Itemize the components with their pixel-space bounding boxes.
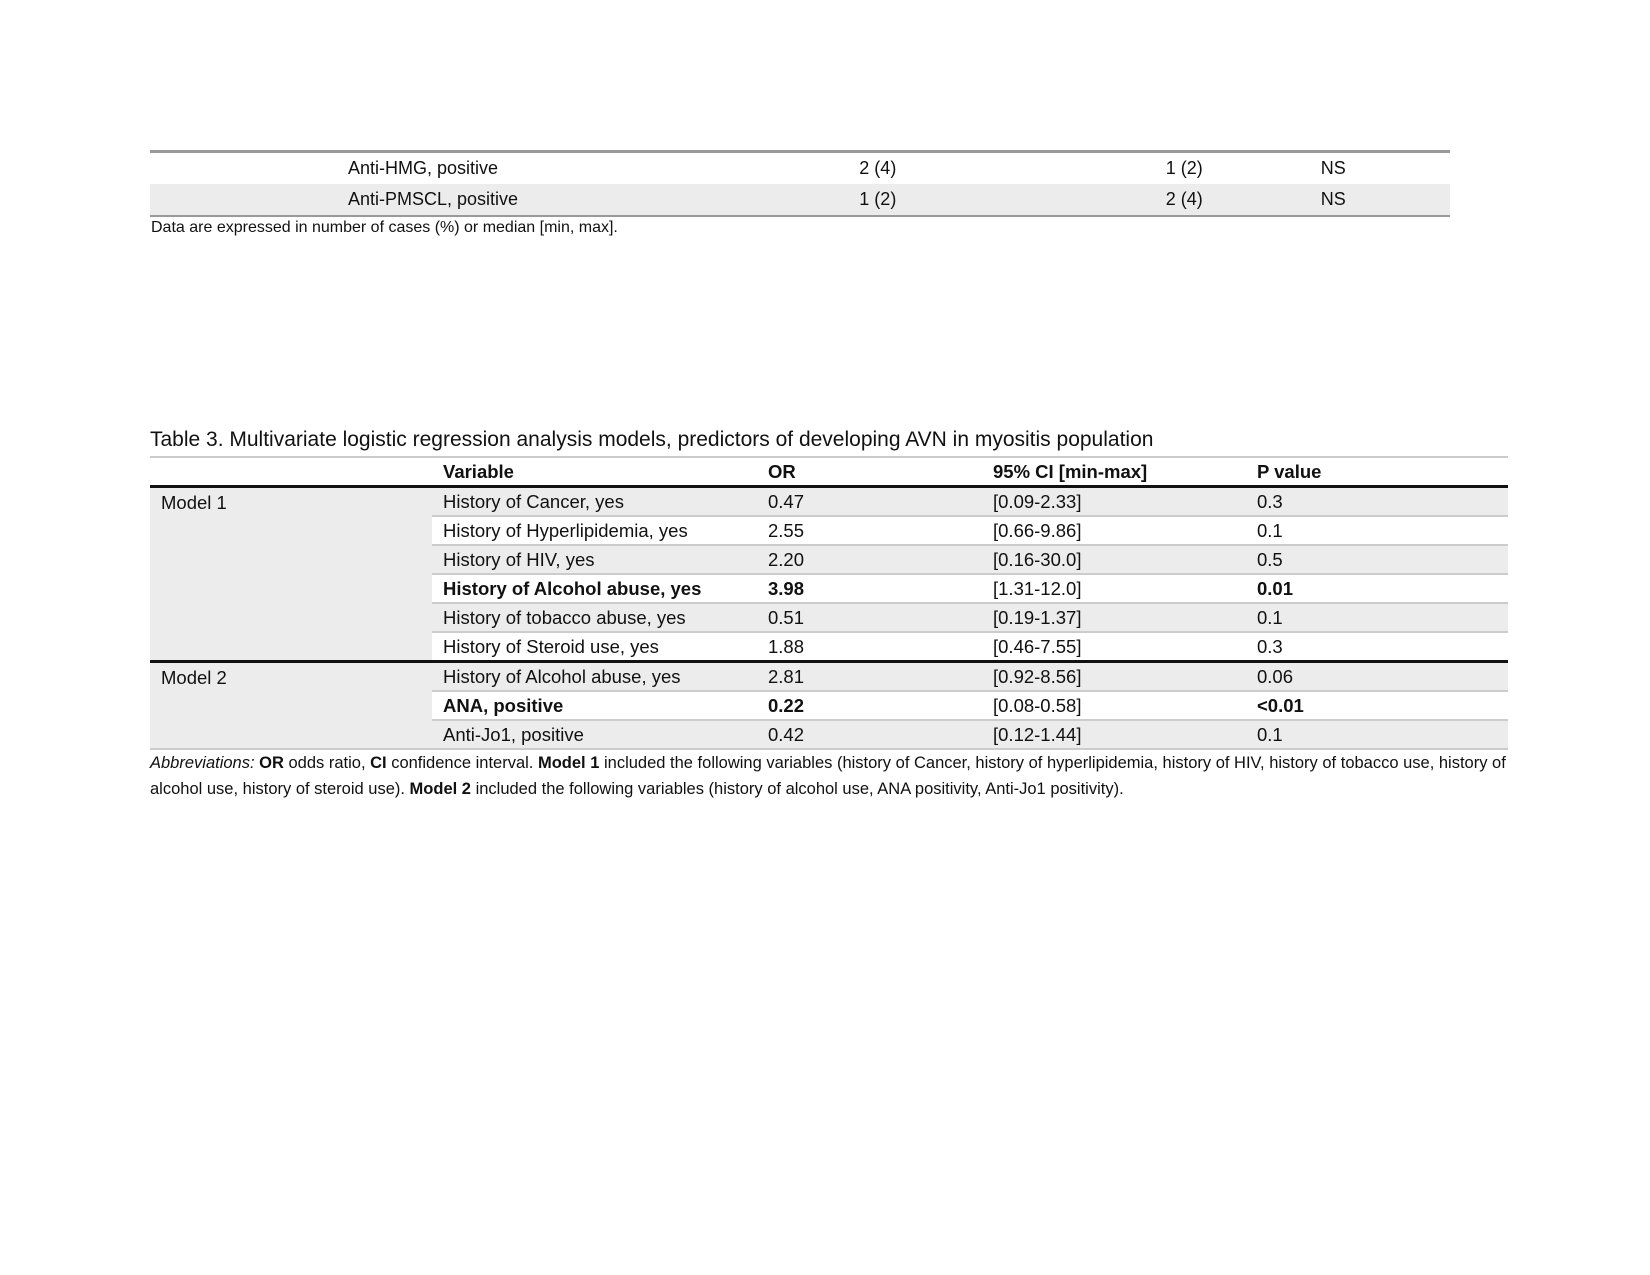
cell: 1 (2) (669, 184, 965, 216)
cell: 2 (4) (859, 158, 897, 178)
term: Model 1 (537, 754, 600, 772)
header-variable: Variable (432, 457, 757, 487)
row-label: Anti-PMSCL, positive (150, 184, 669, 216)
cell-ci: [1.31-12.0] (982, 574, 1246, 603)
table-3-footnote (150, 750, 1510, 802)
header-ci: 95% CI [min-max] (982, 457, 1246, 487)
abbr-label: Abbreviations: (150, 754, 255, 772)
table-2-continuation (150, 150, 1450, 217)
cell-variable: ANA, positive (432, 691, 757, 720)
table-row (150, 152, 1450, 185)
table-3 (150, 456, 1508, 750)
row-label: Anti-HMG, positive (348, 158, 499, 178)
term: CI (370, 754, 387, 772)
cell-variable: Anti-Jo1, positive (432, 720, 757, 749)
cell-or: 2.55 (757, 516, 982, 545)
cell-ci: [0.08-0.58] (982, 691, 1246, 720)
cell: NS (1320, 158, 1346, 178)
table-row (150, 487, 1508, 517)
cell-ci: [0.19-1.37] (982, 603, 1246, 632)
definition: included the following variables (history of Cancer, history of hyperlipidemia, history of HIV, history of tobacco use, history of alcohol use, history of steroid use). (150, 754, 1506, 798)
cell-p: 0.06 (1246, 662, 1508, 692)
header-row (150, 457, 1508, 487)
cell-p: 0.3 (1246, 487, 1508, 517)
table-row (150, 662, 1508, 692)
cell-or: 0.22 (757, 691, 982, 720)
definition: odds ratio, (283, 754, 371, 772)
header-model (150, 457, 432, 487)
model-label: Model 2 (150, 662, 432, 750)
table-row (150, 184, 1450, 216)
table-2-note: Data are expressed in number of cases (%) or median [min, max]. (151, 219, 618, 236)
term: Model 2 (409, 780, 471, 798)
cell-or: 0.42 (757, 720, 982, 749)
cell-or: 2.81 (757, 662, 982, 692)
cell-or: 2.20 (757, 545, 982, 574)
cell-variable: History of Cancer, yes (432, 487, 757, 517)
cell-variable: History of Hyperlipidemia, yes (432, 516, 757, 545)
definition: included the following variables (history of alcohol use, ANA positivity, Anti-Jo1 positivity). (470, 780, 1124, 798)
cell-p: 0.01 (1246, 574, 1508, 603)
cell-ci: [0.16-30.0] (982, 545, 1246, 574)
cell-p: 0.5 (1246, 545, 1508, 574)
cell-ci: [0.92-8.56] (982, 662, 1246, 692)
cell-ci: [0.12-1.44] (982, 720, 1246, 749)
cell-or: 3.98 (757, 574, 982, 603)
cell: NS (1293, 184, 1450, 216)
cell-ci: [0.09-2.33] (982, 487, 1246, 517)
cell-variable: History of Steroid use, yes (432, 632, 757, 662)
cell-variable: History of HIV, yes (432, 545, 757, 574)
cell-ci: [0.46-7.55] (982, 632, 1246, 662)
cell-or: 0.51 (757, 603, 982, 632)
cell-or: 0.47 (757, 487, 982, 517)
table-3-title: Table 3. Multivariate logistic regression analysis models, predictors of developing AVN in myositis population (150, 428, 1154, 451)
cell-p: 0.1 (1246, 603, 1508, 632)
cell-p: 0.1 (1246, 720, 1508, 749)
model-label: Model 1 (150, 487, 432, 662)
cell-variable: History of Alcohol abuse, yes (432, 662, 757, 692)
definition: confidence interval. (386, 754, 538, 772)
cell: 1 (2) (1165, 158, 1203, 178)
cell-or: 1.88 (757, 632, 982, 662)
cell-variable: History of tobacco abuse, yes (432, 603, 757, 632)
cell-variable: History of Alcohol abuse, yes (432, 574, 757, 603)
cell-p: 0.3 (1246, 632, 1508, 662)
header-or: OR (757, 457, 982, 487)
header-p: P value (1246, 457, 1508, 487)
cell-p: <0.01 (1246, 691, 1508, 720)
term: OR (259, 754, 284, 772)
cell-p: 0.1 (1246, 516, 1508, 545)
cell: 2 (4) (966, 184, 1293, 216)
cell-ci: [0.66-9.86] (982, 516, 1246, 545)
